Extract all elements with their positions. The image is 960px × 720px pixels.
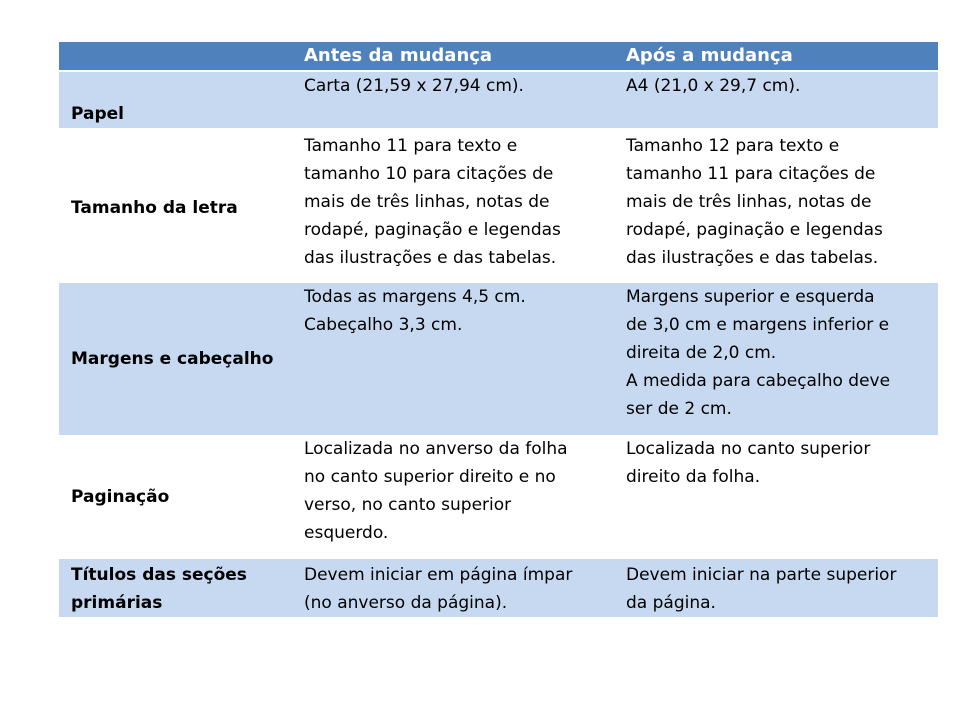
cell-line: (no anverso da página).: [304, 593, 508, 613]
cell-line: Localizada no canto superior: [626, 439, 871, 459]
cell-line: no canto superior direito e no: [304, 467, 556, 487]
cell-line: das ilustrações e das tabelas.: [304, 248, 557, 268]
cell-line: direita de 2,0 cm.: [626, 343, 777, 363]
after-cell: [620, 283, 938, 435]
after-cell: [620, 435, 938, 559]
cell-line: Margens superior e esquerda: [626, 287, 875, 307]
header-after: Após a mudança: [620, 42, 938, 71]
cell-line: Cabeçalho 3,3 cm.: [304, 315, 463, 335]
cell-line: tamanho 11 para citações de: [626, 164, 876, 184]
cell-line: mais de três linhas, notas de: [304, 192, 550, 212]
row-label-line: Títulos das seções: [71, 565, 247, 585]
cell-line: Todas as margens 4,5 cm.: [304, 287, 526, 307]
cell-line: ser de 2 cm.: [626, 399, 732, 419]
comparison-table: [59, 42, 938, 617]
table-row: [59, 283, 938, 435]
before-cell: [298, 283, 620, 435]
cell-line: mais de três linhas, notas de: [626, 192, 872, 212]
before-cell: [298, 559, 620, 617]
header-empty: [59, 42, 298, 71]
cell-line: esquerdo.: [304, 523, 389, 543]
row-label: Tamanho da letra: [59, 128, 298, 283]
cell-line: rodapé, paginação e legendas: [304, 220, 561, 240]
table-row: [59, 559, 938, 617]
table-row: [59, 71, 938, 128]
row-label: Papel: [59, 71, 298, 128]
cell-line: das ilustrações e das tabelas.: [626, 248, 879, 268]
cell-line: Carta (21,59 x 27,94 cm).: [304, 76, 524, 96]
row-label: [59, 559, 298, 617]
before-cell: [298, 435, 620, 559]
before-cell: [298, 71, 620, 128]
cell-line: tamanho 10 para citações de: [304, 164, 554, 184]
cell-line: direito da folha.: [626, 467, 761, 487]
after-cell: [620, 559, 938, 617]
cell-line: Devem iniciar na parte superior: [626, 565, 897, 585]
table-row: [59, 435, 938, 559]
cell-line: verso, no canto superior: [304, 495, 512, 515]
after-cell: [620, 128, 938, 283]
row-label: Paginação: [59, 435, 298, 559]
row-label: Margens e cabeçalho: [59, 283, 298, 435]
cell-line: A medida para cabeçalho deve: [626, 371, 891, 391]
cell-line: A4 (21,0 x 29,7 cm).: [626, 76, 801, 96]
cell-line: da página.: [626, 593, 716, 613]
cell-line: Devem iniciar em página ímpar: [304, 565, 573, 585]
cell-line: Tamanho 12 para texto e: [626, 136, 840, 156]
table-header-row: [59, 42, 938, 71]
cell-line: de 3,0 cm e margens inferior e: [626, 315, 890, 335]
before-cell: [298, 128, 620, 283]
table-row: [59, 128, 938, 283]
cell-line: Tamanho 11 para texto e: [304, 136, 518, 156]
header-before: Antes da mudança: [298, 42, 620, 71]
row-label-line: primárias: [71, 593, 163, 613]
after-cell: [620, 71, 938, 128]
cell-line: rodapé, paginação e legendas: [626, 220, 883, 240]
cell-line: Localizada no anverso da folha: [304, 439, 568, 459]
